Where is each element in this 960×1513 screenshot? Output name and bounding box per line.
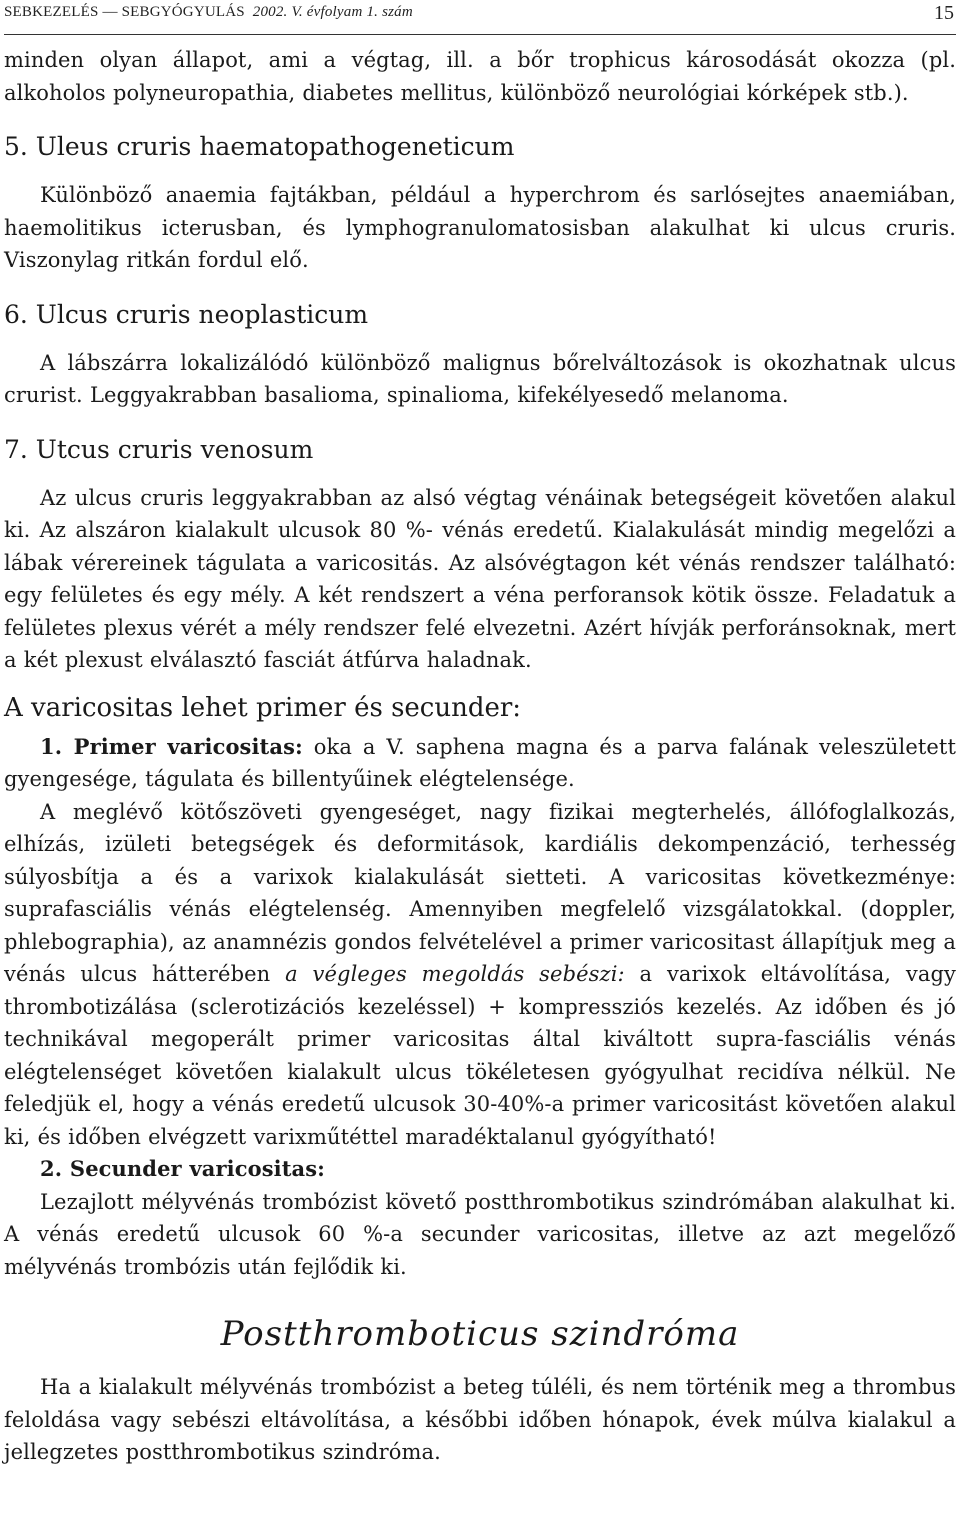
- secunder-text: Lezajlott mélyvénás trombózist követő postthrombotikus szindrómában alakulhat ki. A vénás eredetű ulcusok 60 %-a secunder varicositas, illetve az azt megelőző mélyvénás trombózis után fejlődik ki.: [4, 1189, 956, 1279]
- section-5-heading: 5. Uleus cruris haematopathogeneticum: [4, 132, 515, 161]
- primer-details-b: a varixok eltávolítása, vagy thrombotizálása (sclerotizációs kezeléssel) + kompressziós kezelés. Az időben és jó technikával megoperált primer varicositas által kiváltott supra-fasciális vénás elégtelenséget követően kialakult ulcus tökéletesen gyógyulhat recidíva nélkül. Ne feledjük el, hogy a vénás eredetű ulcusok 30-40%-a primer varicositást követően alakul ki, és időben elvégzett varixműtéttel maradéktalanul gyógyítható!: [4, 962, 956, 1149]
- section-5-text: Különböző anaemia fajtákban, például a hyperchrom és sarlósejtes anaemiában, haemolitikus icterusban, és lymphogranulomatosisban alakulhat ki ulcus cruris. Viszonylag ritkán fordul elő.: [4, 183, 956, 272]
- varicositas-heading: A varicositas lehet primer és secunder:: [4, 692, 522, 723]
- secunder-label-line: [4, 1153, 956, 1186]
- primer-details-a: A meglévő kötőszöveti gyengeséget, nagy fizikai megterhelés, állófoglalkozás, elhízás, izületi betegségek és deformitások, kardiális dekompenzáció, terhesség súlyosbítja a és a varixok kialakulását sietteti. A varicositas következménye: suprafasciális vénás elégtelenség. Amennyiben megfelelő vizsgálatokkal. (doppler, phlebographia), az anamnézis gondos felvételével a primer varicositast állapítjuk meg a vénás ulcus hátterében: [4, 799, 956, 986]
- intro-paragraph: minden olyan állapot, ami a végtag, ill. a bőr trophicus károsodását okozza (pl. alkoholos polyneuropathia, diabetes mellitus, különböző neurológiai kórképek stb.).: [4, 48, 956, 105]
- primer-label: 1. Primer varicositas:: [40, 733, 303, 759]
- section-7-text: Az ulcus cruris leggyakrabban az alsó végtag vénáinak betegségeit követően alakul ki. Az alszáron kialakult ulcusok 80 %- vénás eredetű. Kialakulását mindig megelőzi a lábak vérereinek tágulata a varicositás. Az alsóvégtagon két vénás rendszer található: egy felületes és egy mély. A két rendszert a véna perforansok kötik össze. Feladatuk a felületes plexus vérét a mély rendszer felé elvezetni. Azért hívják perforánsoknak, mert a két plexust elválasztó fasciát átfúrva haladnak.: [4, 485, 956, 672]
- primer-details-emphasis: a végleges megoldás sebészi:: [285, 962, 625, 986]
- postthromboticus-heading: Postthromboticus szindróma: [220, 1314, 740, 1354]
- postthromboticus-text: Ha a kialakult mélyvénás trombózist a beteg túléli, és nem történik meg a thrombus feloldása vagy sebészi eltávolítása, a későbbi időben hónapok, évek múlva kialakul a jellegzetes postthrombotikus szindróma.: [4, 1375, 956, 1464]
- running-header: [4, 4, 956, 28]
- header-rule: [4, 34, 956, 35]
- header-issue: 2002. V. évfolyam 1. szám: [252, 4, 413, 20]
- secunder-label: 2. Secunder varicositas:: [40, 1156, 326, 1181]
- header-journal-info: [4, 4, 413, 21]
- page-number: 15: [934, 2, 954, 24]
- primer-text: oka a V. saphena magna és a parva falának veleszületett gyengesége, tágulata és billentyűinek elégtelensége.: [4, 734, 956, 791]
- section-6-text: A lábszárra lokalizálódó különböző malignus bőrelváltozások is okozhatnak ulcus crurist. Leggyakrabban basalioma, spinalioma, kifekélyesedő melanoma.: [4, 350, 956, 407]
- primer-details-paragraph: [4, 796, 956, 1154]
- article-body: [4, 44, 956, 1469]
- section-7-heading: 7. Utcus cruris venosum: [4, 434, 314, 464]
- section-6-heading: 6. Ulcus cruris neoplasticum: [4, 299, 369, 329]
- header-journal: SEBKEZELÉS — SEBGYÓGYULÁS: [4, 4, 245, 20]
- primer-paragraph: [4, 731, 956, 796]
